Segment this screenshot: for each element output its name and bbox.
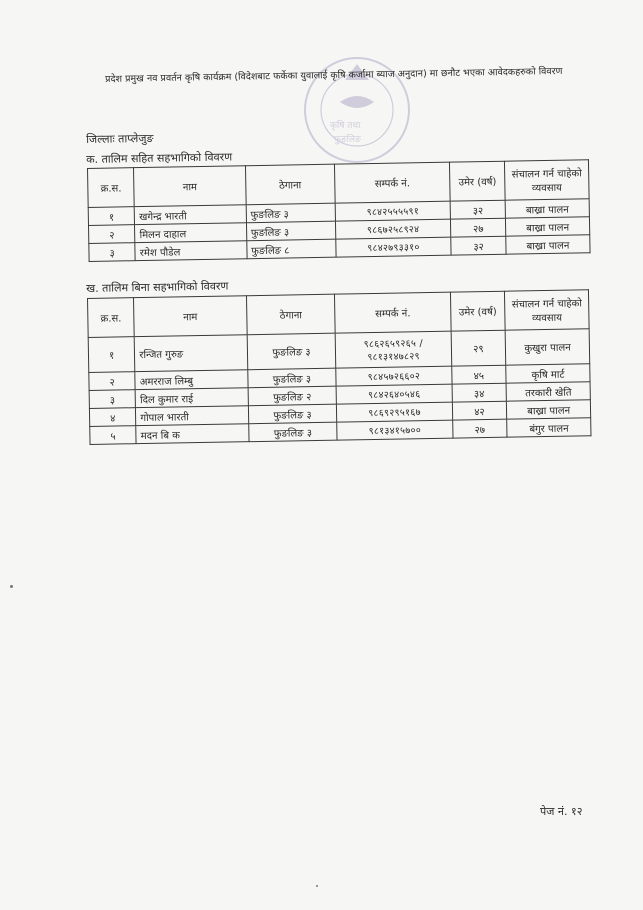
- cell-address: फुङलिङ ३: [248, 404, 337, 424]
- cell-business: बाख्रा पालन: [507, 400, 591, 419]
- cell-age: २७: [452, 419, 507, 438]
- svg-text:फुङलिङ: फुङलिङ: [334, 135, 361, 145]
- cell-age: २७: [451, 218, 506, 237]
- cell-business: बंगुर पालन: [507, 418, 591, 437]
- col-sn: क्र.स.: [88, 298, 135, 338]
- cell-age: ४२: [452, 401, 507, 420]
- cell-name: मदन बि क: [136, 424, 249, 444]
- cell-age: ३४: [452, 383, 507, 402]
- cell-business: कृषि मार्ट: [506, 364, 590, 383]
- col-name: नाम: [134, 166, 246, 207]
- cell-sn: २: [89, 372, 136, 391]
- cell-name: मिलन दाहाल: [135, 223, 247, 243]
- cell-name: रमेश पौडेल: [135, 241, 247, 261]
- cell-name: खगेन्द्र भारती: [135, 205, 247, 225]
- cell-sn: ५: [90, 426, 137, 445]
- cell-business: बाख्रा पालन: [506, 217, 590, 236]
- cell-sn: ३: [89, 390, 136, 409]
- district-label: जिल्लाः ताप्लेजुङ: [86, 131, 154, 146]
- col-age: उमेर (वर्ष): [450, 161, 505, 201]
- col-address: ठेगाना: [246, 294, 335, 335]
- cell-name: गोपाल भारती: [136, 406, 249, 426]
- svg-text:कृषि तथा: कृषि तथा: [330, 121, 361, 131]
- cell-address: फुङलिङ ३: [247, 368, 336, 388]
- cell-contact-line-2: ९८१३१४७८२९: [367, 351, 420, 364]
- cell-name: दिल कुमार राई: [135, 388, 248, 408]
- cell-address: फुङलिङ ३: [246, 203, 335, 223]
- cell-address: फुङलिङ ८: [247, 239, 336, 259]
- cell-contact: ९८४५७२६६०२: [336, 366, 451, 386]
- col-sn: क्र.स.: [88, 168, 135, 208]
- cell-sn: ३: [89, 243, 136, 262]
- cell-business: तरकारी खेति: [506, 382, 590, 401]
- page-number: पेज नं. १२: [540, 805, 583, 818]
- cell-business: बाख्रा पालन: [506, 235, 590, 254]
- cell-address: फुङलिङ ३: [248, 422, 337, 442]
- cell-contact: ९८६७२५८९२४: [335, 219, 451, 239]
- col-address: ठेगाना: [245, 164, 335, 205]
- col-name: नाम: [134, 296, 247, 337]
- cell-business: कुखुरा पालन: [505, 329, 589, 365]
- table-with-training: [87, 159, 591, 262]
- cell-name: अमरराज लिम्बु: [135, 370, 248, 390]
- cell-sn: २: [89, 225, 136, 244]
- cell-contact-line-1: ९८६२६५९२६५ /: [363, 338, 424, 351]
- col-business: संचालन गर्न चाहेको व्यवसाय: [505, 160, 590, 200]
- cell-name: रन्जित गुरुङ: [134, 335, 247, 372]
- col-contact: सम्पर्क नं.: [335, 292, 451, 333]
- cell-age: ४५: [451, 365, 506, 384]
- scan-speck: [316, 885, 318, 887]
- section-a-title: क. तालिम सहित सहभागिको विवरण: [86, 150, 233, 166]
- cell-age: २९: [451, 330, 506, 366]
- cell-contact: [336, 331, 452, 368]
- cell-contact: ९८४२६४०५४६: [336, 384, 451, 404]
- cell-age: ३२: [450, 200, 505, 219]
- col-contact: सम्पर्क नं.: [334, 162, 450, 203]
- col-age: उमेर (वर्ष): [450, 291, 505, 331]
- cell-sn: १: [88, 207, 135, 226]
- section-b-title: ख. तालिम बिना सहभागिको विवरण: [86, 279, 229, 295]
- cell-business: बाख्रा पालन: [505, 199, 589, 218]
- scan-speck: [10, 585, 13, 588]
- cell-contact: ९८१३४१५७००: [337, 420, 452, 440]
- col-business: संचालन गर्न चाहेको व्यवसाय: [505, 290, 589, 330]
- table-without-training: [87, 289, 591, 445]
- cell-address: फुङलिङ २: [248, 386, 337, 406]
- cell-sn: १: [88, 337, 135, 373]
- cell-sn: ४: [89, 408, 136, 427]
- cell-contact: ९८६९२९५१६७: [337, 402, 452, 422]
- cell-age: ३२: [451, 236, 506, 255]
- document-heading: प्रदेश प्रमुख नव प्रवर्तन कृषि कार्यक्रम (विदेशबाट फर्केका युवालाई कृषि कर्जामा ब्याज अनुदान) मा छनौट भएका आवेदकहरुको विवरण: [105, 66, 563, 85]
- cell-contact: ९८४२५५५५९१: [335, 201, 451, 221]
- cell-contact: ९८४२७९३३१०: [336, 237, 452, 257]
- cell-address: फुङलिङ ३: [247, 333, 336, 370]
- cell-address: फुङलिङ ३: [246, 221, 335, 241]
